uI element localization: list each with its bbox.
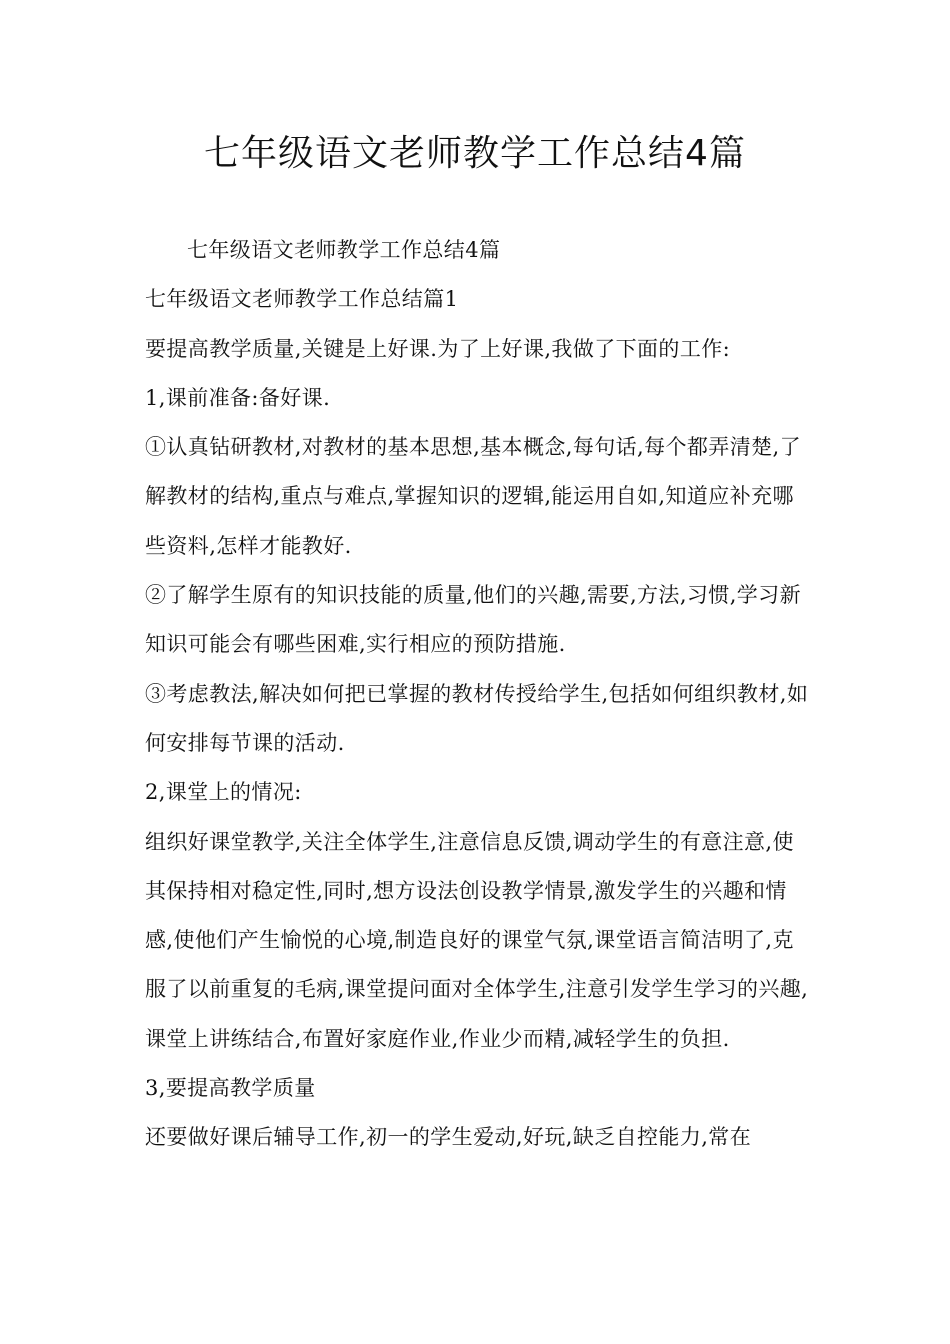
body-paragraph: ①认真钻研教材,对教材的基本思想,基本概念,每句话,每个都弄清楚,了解教材的结构,重点与难点,掌握知识的逻辑,能运用自如,知道应补充哪些资料,怎样才能教好. [145,435,801,558]
list-heading: 2,课堂上的情况: [145,780,302,805]
body-paragraph: ②了解学生原有的知识技能的质量,他们的兴趣,需要,方法,习惯,学习新知识可能会有哪些困难,实行相应的预防措施. [145,583,801,657]
body-paragraph: 组织好课堂教学,关注全体学生,注意信息反馈,调动学生的有意注意,使其保持相对稳定性,同时,想方设法创设教学情景,激发学生的兴趣和情感,使他们产生愉悦的心境,制造良好的课堂气氛,课堂语言简洁明了,克服了以前重复的毛病,课堂提问面对全体学生,注意引发学生学习的兴趣,课堂上讲练结合,布置好家庭作业,作业少而精,减轻学生的负担. [145,829,809,1051]
document-title: 七年级语文老师教学工作总结4篇 [204,133,746,174]
body-paragraph: 要提高教学质量,关键是上好课.为了上好课,我做了下面的工作: [145,336,731,361]
body-paragraph: 还要做好课后辅导工作,初一的学生爱动,好玩,缺乏自控能力,常在 [145,1125,752,1150]
document-body [145,226,813,1163]
list-heading: 3,要提高教学质量 [145,1076,316,1101]
subtitle-paragraph: 七年级语文老师教学工作总结4篇 [187,238,501,262]
list-heading: 1,课前准备:备好课. [145,385,331,410]
body-paragraph: ③考虑教法,解决如何把已掌握的教材传授给学生,包括如何组织教材,如何安排每节课的活动. [145,681,809,755]
section-heading: 七年级语文老师教学工作总结篇1 [145,287,459,312]
